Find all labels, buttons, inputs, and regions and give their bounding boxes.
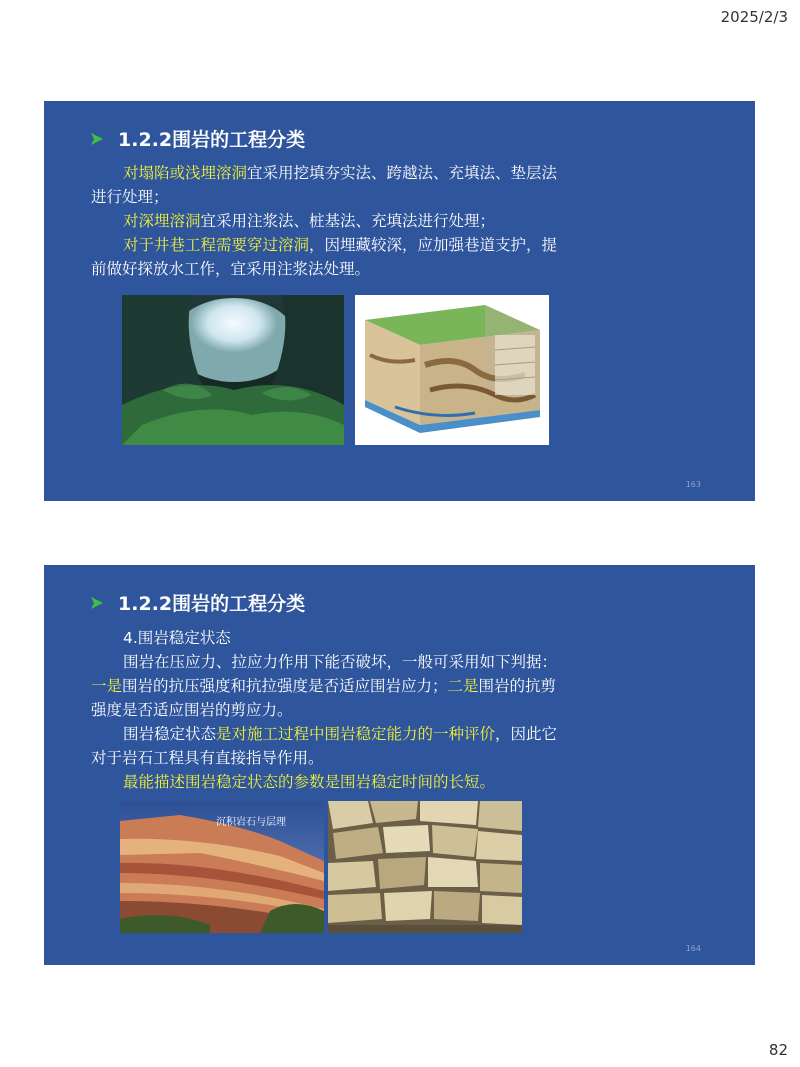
highlight-text: 最能描述围岩稳定状态的参数是围岩稳定时间的长短。 <box>123 773 496 791</box>
arrow-bullet-icon <box>90 596 104 610</box>
highlight-text: 二是 <box>447 677 479 695</box>
paragraph <box>91 161 561 209</box>
paragraph <box>91 626 561 650</box>
paragraph <box>91 722 561 770</box>
karst-block-diagram <box>355 295 549 445</box>
sinkhole-cave-photo <box>122 295 344 445</box>
highlight-text: 对塌陷或浅埋溶洞 <box>123 164 248 182</box>
body-text: ，因埋藏较深，应加强巷道支护，提前做好探放水工作，宜采用注浆法处理。 <box>91 236 558 278</box>
paragraph <box>91 233 561 281</box>
paragraph <box>91 650 561 722</box>
highlight-text: 是对施工过程中围岩稳定能力的一种评价 <box>216 725 496 743</box>
body-text: ，因此它对于岩石工程具有直接指导作用。 <box>91 725 558 767</box>
slide-body <box>91 626 561 794</box>
page-number: 82 <box>768 1041 788 1059</box>
page-date: 2025/2/3 <box>720 8 788 26</box>
body-text: 宜采用挖填夯实法、跨越法、充填法、垫层法进行处理； <box>91 164 558 206</box>
slide-title <box>90 125 305 152</box>
highlight-text: 对于井巷工程需要穿过溶洞 <box>123 236 310 254</box>
slide-163 <box>44 101 755 501</box>
slide-title-text: 1.2.2围岩的工程分类 <box>118 129 306 151</box>
slide-body <box>91 161 561 281</box>
body-text: 围岩的抗剪强度是否适应围岩的剪应力。 <box>91 677 557 719</box>
body-text: 宜采用注浆法、桩基法、充填法进行处理； <box>200 212 496 230</box>
sedimentary-cliff-photo <box>120 801 324 933</box>
highlight-text: 一是 <box>91 677 123 695</box>
paragraph <box>91 770 561 794</box>
paragraph <box>91 209 561 233</box>
slide-number: 163 <box>685 480 701 489</box>
body-text: 围岩稳定状态 <box>123 725 217 743</box>
jointed-rock-photo <box>328 801 522 933</box>
section-heading: 4.围岩稳定状态 <box>123 629 231 647</box>
body-text: 围岩的抗压强度和抗拉强度是否适应围岩应力； <box>122 677 448 695</box>
slide-title <box>90 589 305 616</box>
body-text: 围岩在压应力、拉应力作用下能否破坏，一般可采用如下判据： <box>123 653 558 671</box>
slide-number: 164 <box>685 944 701 953</box>
slide-164 <box>44 565 755 965</box>
image-caption: 沉积岩石与层理 <box>216 817 286 828</box>
arrow-bullet-icon <box>90 132 104 146</box>
highlight-text: 对深埋溶洞 <box>123 212 201 230</box>
slide-title-text: 1.2.2围岩的工程分类 <box>118 593 306 615</box>
